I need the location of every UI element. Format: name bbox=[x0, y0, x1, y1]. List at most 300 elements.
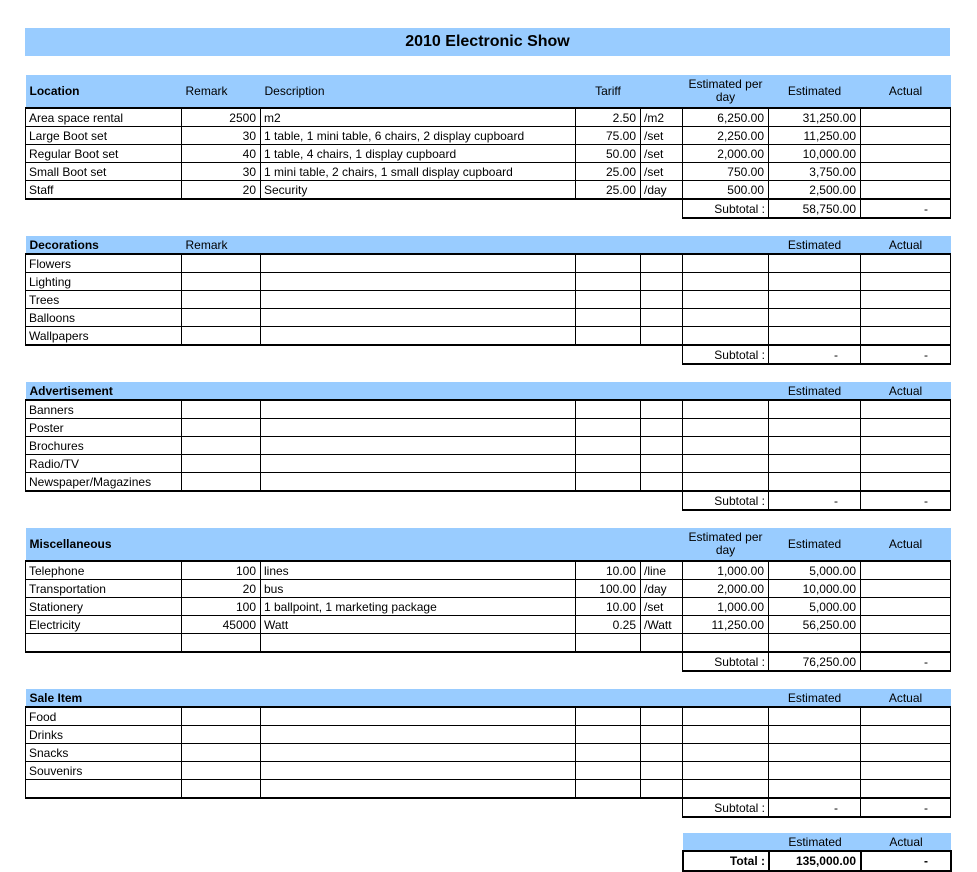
column-header-remark: Remark bbox=[182, 236, 261, 254]
section-header-row bbox=[26, 75, 951, 108]
cell-name: Newspaper/Magazines bbox=[26, 473, 182, 492]
cell-remark bbox=[182, 726, 261, 744]
cell-remark bbox=[182, 309, 261, 327]
cell-tariff: 75.00 bbox=[576, 127, 641, 145]
cell-description: 1 table, 4 chairs, 1 display cupboard bbox=[261, 145, 576, 163]
cell-estimated bbox=[769, 309, 861, 327]
cell-estimated bbox=[769, 273, 861, 291]
cell-tariff: 25.00 bbox=[576, 181, 641, 200]
cell-tariff bbox=[576, 473, 641, 492]
section-table-miscellaneous bbox=[25, 528, 951, 672]
cell-actual bbox=[861, 561, 951, 580]
column-header-actual: Actual bbox=[861, 382, 951, 400]
cell-remark bbox=[182, 707, 261, 726]
cell-description: 1 mini table, 2 chairs, 1 small display cupboard bbox=[261, 163, 576, 181]
cell-est_per_day bbox=[683, 634, 769, 653]
cell-actual bbox=[861, 762, 951, 780]
grand-total-estimated: 135,000.00 bbox=[769, 851, 861, 871]
section-table-decorations bbox=[25, 236, 951, 365]
cell-name: Trees bbox=[26, 291, 182, 309]
cell-unit bbox=[641, 419, 683, 437]
subtotal-row bbox=[26, 798, 951, 817]
subtotal-estimated: - bbox=[769, 491, 861, 510]
cell-actual bbox=[861, 580, 951, 598]
cell-actual bbox=[861, 598, 951, 616]
table-row bbox=[26, 108, 951, 127]
cell-unit: /set bbox=[641, 598, 683, 616]
cell-estimated bbox=[769, 473, 861, 492]
column-header-unit bbox=[641, 75, 683, 108]
column-header-est_per_day bbox=[683, 236, 769, 254]
cell-description bbox=[261, 254, 576, 273]
subtotal-actual: - bbox=[861, 798, 951, 817]
table-row bbox=[26, 726, 951, 744]
column-header-description bbox=[261, 528, 576, 561]
grand-total-label: Total : bbox=[683, 851, 769, 871]
cell-name: Poster bbox=[26, 419, 182, 437]
cell-estimated bbox=[769, 254, 861, 273]
subtotal-row bbox=[26, 491, 951, 510]
cell-unit bbox=[641, 273, 683, 291]
cell-tariff bbox=[576, 400, 641, 419]
table-row bbox=[26, 580, 951, 598]
cell-description: 1 table, 1 mini table, 6 chairs, 2 display cupboard bbox=[261, 127, 576, 145]
cell-tariff bbox=[576, 707, 641, 726]
cell-estimated bbox=[769, 291, 861, 309]
cell-unit bbox=[641, 744, 683, 762]
cell-est_per_day: 500.00 bbox=[683, 181, 769, 200]
cell-tariff bbox=[576, 273, 641, 291]
cell-est_per_day bbox=[683, 327, 769, 346]
cell-est_per_day: 1,000.00 bbox=[683, 561, 769, 580]
section-title-location: Location bbox=[26, 75, 182, 108]
cell-actual bbox=[861, 634, 951, 653]
cell-unit: /line bbox=[641, 561, 683, 580]
cell-unit bbox=[641, 726, 683, 744]
cell-name: Transportation bbox=[26, 580, 182, 598]
cell-unit bbox=[641, 309, 683, 327]
cell-description: bus bbox=[261, 580, 576, 598]
cell-tariff bbox=[576, 327, 641, 346]
column-header-est_per_day bbox=[683, 382, 769, 400]
cell-name: Electricity bbox=[26, 616, 182, 634]
cell-remark bbox=[182, 254, 261, 273]
cell-remark bbox=[182, 780, 261, 799]
cell-tariff bbox=[576, 744, 641, 762]
cell-remark bbox=[182, 634, 261, 653]
table-row bbox=[26, 145, 951, 163]
cell-actual bbox=[861, 309, 951, 327]
column-header-tariff bbox=[576, 689, 641, 707]
section-title-miscellaneous: Miscellaneous bbox=[26, 528, 182, 561]
column-header-estimated: Estimated bbox=[769, 236, 861, 254]
cell-name: Balloons bbox=[26, 309, 182, 327]
column-header-actual: Actual bbox=[861, 528, 951, 561]
cell-name bbox=[26, 780, 182, 799]
cell-name: Flowers bbox=[26, 254, 182, 273]
cell-unit: /set bbox=[641, 163, 683, 181]
cell-actual bbox=[861, 726, 951, 744]
column-header-actual: Actual bbox=[861, 236, 951, 254]
cell-tariff: 50.00 bbox=[576, 145, 641, 163]
table-row bbox=[26, 163, 951, 181]
section-table-location bbox=[25, 75, 951, 219]
column-header-unit bbox=[641, 689, 683, 707]
cell-actual bbox=[861, 291, 951, 309]
cell-unit: /m2 bbox=[641, 108, 683, 127]
section-title-advertisement: Advertisement bbox=[26, 382, 182, 400]
cell-tariff: 25.00 bbox=[576, 163, 641, 181]
subtotal-label: Subtotal : bbox=[683, 199, 769, 218]
cell-tariff bbox=[576, 309, 641, 327]
subtotal-actual: - bbox=[861, 345, 951, 364]
section-table-sale-item bbox=[25, 689, 951, 818]
page-title: 2010 Electronic Show bbox=[25, 28, 950, 56]
cell-unit bbox=[641, 780, 683, 799]
cell-tariff: 100.00 bbox=[576, 580, 641, 598]
cell-unit bbox=[641, 634, 683, 653]
cell-estimated: 10,000.00 bbox=[769, 580, 861, 598]
cell-remark: 20 bbox=[182, 580, 261, 598]
cell-estimated bbox=[769, 437, 861, 455]
cell-tariff bbox=[576, 634, 641, 653]
column-header-description bbox=[261, 236, 576, 254]
subtotal-spacer bbox=[26, 491, 683, 510]
cell-description: m2 bbox=[261, 108, 576, 127]
cell-unit bbox=[641, 291, 683, 309]
cell-unit: /day bbox=[641, 580, 683, 598]
table-row bbox=[26, 707, 951, 726]
cell-unit bbox=[641, 254, 683, 273]
cell-actual bbox=[861, 327, 951, 346]
cell-name bbox=[26, 634, 182, 653]
budget-sections bbox=[25, 75, 977, 818]
section-header-row bbox=[26, 236, 951, 254]
cell-est_per_day bbox=[683, 400, 769, 419]
cell-name: Telephone bbox=[26, 561, 182, 580]
cell-est_per_day bbox=[683, 419, 769, 437]
cell-tariff bbox=[576, 291, 641, 309]
cell-actual bbox=[861, 744, 951, 762]
cell-remark: 40 bbox=[182, 145, 261, 163]
cell-est_per_day bbox=[683, 707, 769, 726]
grand-total-header-actual: Actual bbox=[861, 833, 951, 851]
cell-actual bbox=[861, 400, 951, 419]
cell-unit bbox=[641, 707, 683, 726]
table-row bbox=[26, 616, 951, 634]
cell-name: Area space rental bbox=[26, 108, 182, 127]
table-row bbox=[26, 561, 951, 580]
table-row bbox=[26, 181, 951, 200]
column-header-remark bbox=[182, 382, 261, 400]
subtotal-actual: - bbox=[861, 199, 951, 218]
cell-estimated bbox=[769, 707, 861, 726]
table-row bbox=[26, 400, 951, 419]
table-row bbox=[26, 437, 951, 455]
cell-name: Staff bbox=[26, 181, 182, 200]
column-header-est_per_day: Estimated per day bbox=[683, 528, 769, 561]
cell-description: lines bbox=[261, 561, 576, 580]
subtotal-row bbox=[26, 345, 951, 364]
cell-actual bbox=[861, 707, 951, 726]
cell-name: Brochures bbox=[26, 437, 182, 455]
cell-estimated bbox=[769, 726, 861, 744]
cell-name: Food bbox=[26, 707, 182, 726]
cell-actual bbox=[861, 473, 951, 492]
column-header-unit bbox=[641, 382, 683, 400]
column-header-actual: Actual bbox=[861, 75, 951, 108]
column-header-tariff bbox=[576, 236, 641, 254]
cell-remark bbox=[182, 762, 261, 780]
subtotal-label: Subtotal : bbox=[683, 491, 769, 510]
cell-unit bbox=[641, 327, 683, 346]
cell-unit bbox=[641, 455, 683, 473]
cell-est_per_day bbox=[683, 473, 769, 492]
cell-remark: 45000 bbox=[182, 616, 261, 634]
column-header-unit bbox=[641, 528, 683, 561]
table-row bbox=[26, 473, 951, 492]
cell-description: Security bbox=[261, 181, 576, 200]
cell-estimated: 2,500.00 bbox=[769, 181, 861, 200]
column-header-est_per_day: Estimated per day bbox=[683, 75, 769, 108]
cell-name: Radio/TV bbox=[26, 455, 182, 473]
cell-est_per_day: 6,250.00 bbox=[683, 108, 769, 127]
cell-remark: 30 bbox=[182, 127, 261, 145]
cell-description bbox=[261, 400, 576, 419]
cell-name: Regular Boot set bbox=[26, 145, 182, 163]
cell-tariff: 0.25 bbox=[576, 616, 641, 634]
cell-estimated bbox=[769, 327, 861, 346]
table-row bbox=[26, 780, 951, 799]
table-row bbox=[26, 273, 951, 291]
cell-name: Stationery bbox=[26, 598, 182, 616]
table-row bbox=[26, 419, 951, 437]
subtotal-actual: - bbox=[861, 491, 951, 510]
column-header-tariff bbox=[576, 382, 641, 400]
subtotal-label: Subtotal : bbox=[683, 345, 769, 364]
cell-unit bbox=[641, 762, 683, 780]
cell-unit: /Watt bbox=[641, 616, 683, 634]
cell-tariff bbox=[576, 437, 641, 455]
cell-est_per_day bbox=[683, 291, 769, 309]
column-header-remark bbox=[182, 689, 261, 707]
grand-total-actual: - bbox=[861, 851, 951, 871]
table-row bbox=[26, 455, 951, 473]
subtotal-spacer bbox=[26, 345, 683, 364]
cell-actual bbox=[861, 616, 951, 634]
cell-description bbox=[261, 762, 576, 780]
cell-description bbox=[261, 707, 576, 726]
cell-tariff: 10.00 bbox=[576, 561, 641, 580]
cell-unit: /day bbox=[641, 181, 683, 200]
cell-description: Watt bbox=[261, 616, 576, 634]
table-row bbox=[26, 634, 951, 653]
cell-actual bbox=[861, 780, 951, 799]
cell-estimated: 5,000.00 bbox=[769, 598, 861, 616]
cell-est_per_day: 750.00 bbox=[683, 163, 769, 181]
cell-remark: 2500 bbox=[182, 108, 261, 127]
cell-actual bbox=[861, 419, 951, 437]
subtotal-spacer bbox=[26, 652, 683, 671]
grand-total-row bbox=[683, 851, 951, 871]
cell-tariff: 10.00 bbox=[576, 598, 641, 616]
cell-name: Drinks bbox=[26, 726, 182, 744]
cell-actual bbox=[861, 437, 951, 455]
cell-remark: 30 bbox=[182, 163, 261, 181]
cell-description bbox=[261, 327, 576, 346]
cell-estimated bbox=[769, 634, 861, 653]
cell-est_per_day bbox=[683, 762, 769, 780]
section-header-row bbox=[26, 528, 951, 561]
cell-estimated: 10,000.00 bbox=[769, 145, 861, 163]
subtotal-estimated: - bbox=[769, 798, 861, 817]
cell-unit bbox=[641, 437, 683, 455]
cell-est_per_day: 2,250.00 bbox=[683, 127, 769, 145]
cell-description: 1 ballpoint, 1 marketing package bbox=[261, 598, 576, 616]
column-header-description: Description bbox=[261, 75, 576, 108]
cell-description bbox=[261, 273, 576, 291]
subtotal-spacer bbox=[26, 798, 683, 817]
section-header-row bbox=[26, 382, 951, 400]
cell-remark bbox=[182, 744, 261, 762]
cell-actual bbox=[861, 163, 951, 181]
cell-actual bbox=[861, 108, 951, 127]
grand-total-header-row bbox=[683, 833, 951, 851]
subtotal-estimated: - bbox=[769, 345, 861, 364]
subtotal-estimated: 58,750.00 bbox=[769, 199, 861, 218]
cell-estimated: 31,250.00 bbox=[769, 108, 861, 127]
table-row bbox=[26, 127, 951, 145]
grand-total-table bbox=[682, 833, 952, 872]
column-header-remark bbox=[182, 528, 261, 561]
cell-description bbox=[261, 309, 576, 327]
cell-description bbox=[261, 473, 576, 492]
cell-remark bbox=[182, 273, 261, 291]
subtotal-row bbox=[26, 652, 951, 671]
table-row bbox=[26, 254, 951, 273]
cell-remark: 100 bbox=[182, 561, 261, 580]
cell-remark bbox=[182, 291, 261, 309]
column-header-unit bbox=[641, 236, 683, 254]
cell-remark bbox=[182, 327, 261, 346]
cell-name: Large Boot set bbox=[26, 127, 182, 145]
cell-description bbox=[261, 455, 576, 473]
cell-unit: /set bbox=[641, 145, 683, 163]
cell-description bbox=[261, 291, 576, 309]
cell-remark: 100 bbox=[182, 598, 261, 616]
cell-remark bbox=[182, 419, 261, 437]
cell-remark bbox=[182, 473, 261, 492]
cell-estimated: 11,250.00 bbox=[769, 127, 861, 145]
table-row bbox=[26, 598, 951, 616]
column-header-tariff bbox=[576, 528, 641, 561]
cell-remark: 20 bbox=[182, 181, 261, 200]
cell-estimated bbox=[769, 762, 861, 780]
column-header-description bbox=[261, 689, 576, 707]
cell-unit: /set bbox=[641, 127, 683, 145]
subtotal-row bbox=[26, 199, 951, 218]
section-title-sale-item: Sale Item bbox=[26, 689, 182, 707]
cell-estimated bbox=[769, 780, 861, 799]
cell-estimated bbox=[769, 419, 861, 437]
column-header-estimated: Estimated bbox=[769, 382, 861, 400]
cell-name: Lighting bbox=[26, 273, 182, 291]
subtotal-label: Subtotal : bbox=[683, 652, 769, 671]
cell-tariff bbox=[576, 455, 641, 473]
cell-unit bbox=[641, 473, 683, 492]
column-header-estimated: Estimated bbox=[769, 528, 861, 561]
subtotal-estimated: 76,250.00 bbox=[769, 652, 861, 671]
cell-est_per_day bbox=[683, 455, 769, 473]
cell-est_per_day bbox=[683, 726, 769, 744]
section-table-advertisement bbox=[25, 382, 951, 511]
cell-actual bbox=[861, 273, 951, 291]
column-header-description bbox=[261, 382, 576, 400]
column-header-estimated: Estimated bbox=[769, 75, 861, 108]
column-header-actual: Actual bbox=[861, 689, 951, 707]
cell-estimated bbox=[769, 744, 861, 762]
grand-total-header-spacer bbox=[683, 833, 769, 851]
section-header-row bbox=[26, 689, 951, 707]
cell-est_per_day: 1,000.00 bbox=[683, 598, 769, 616]
cell-name: Wallpapers bbox=[26, 327, 182, 346]
cell-name: Small Boot set bbox=[26, 163, 182, 181]
cell-remark bbox=[182, 437, 261, 455]
cell-description bbox=[261, 419, 576, 437]
grand-total-block bbox=[682, 833, 977, 872]
cell-actual bbox=[861, 254, 951, 273]
cell-estimated: 5,000.00 bbox=[769, 561, 861, 580]
subtotal-spacer bbox=[26, 199, 683, 218]
cell-description bbox=[261, 437, 576, 455]
cell-actual bbox=[861, 127, 951, 145]
cell-est_per_day bbox=[683, 273, 769, 291]
table-row bbox=[26, 291, 951, 309]
cell-description bbox=[261, 744, 576, 762]
cell-estimated bbox=[769, 400, 861, 419]
section-title-decorations: Decorations bbox=[26, 236, 182, 254]
cell-tariff: 2.50 bbox=[576, 108, 641, 127]
table-row bbox=[26, 744, 951, 762]
column-header-remark: Remark bbox=[182, 75, 261, 108]
cell-name: Banners bbox=[26, 400, 182, 419]
cell-est_per_day: 11,250.00 bbox=[683, 616, 769, 634]
table-row bbox=[26, 309, 951, 327]
cell-remark bbox=[182, 400, 261, 419]
column-header-estimated: Estimated bbox=[769, 689, 861, 707]
cell-unit bbox=[641, 400, 683, 419]
cell-est_per_day bbox=[683, 254, 769, 273]
cell-tariff bbox=[576, 254, 641, 273]
cell-tariff bbox=[576, 762, 641, 780]
cell-estimated: 56,250.00 bbox=[769, 616, 861, 634]
subtotal-actual: - bbox=[861, 652, 951, 671]
cell-description bbox=[261, 726, 576, 744]
cell-remark bbox=[182, 455, 261, 473]
cell-name: Snacks bbox=[26, 744, 182, 762]
cell-tariff bbox=[576, 726, 641, 744]
cell-estimated: 3,750.00 bbox=[769, 163, 861, 181]
cell-tariff bbox=[576, 419, 641, 437]
cell-name: Souvenirs bbox=[26, 762, 182, 780]
cell-est_per_day bbox=[683, 309, 769, 327]
cell-est_per_day bbox=[683, 780, 769, 799]
column-header-tariff: Tariff bbox=[576, 75, 641, 108]
cell-description bbox=[261, 634, 576, 653]
cell-actual bbox=[861, 145, 951, 163]
table-row bbox=[26, 327, 951, 346]
cell-tariff bbox=[576, 780, 641, 799]
